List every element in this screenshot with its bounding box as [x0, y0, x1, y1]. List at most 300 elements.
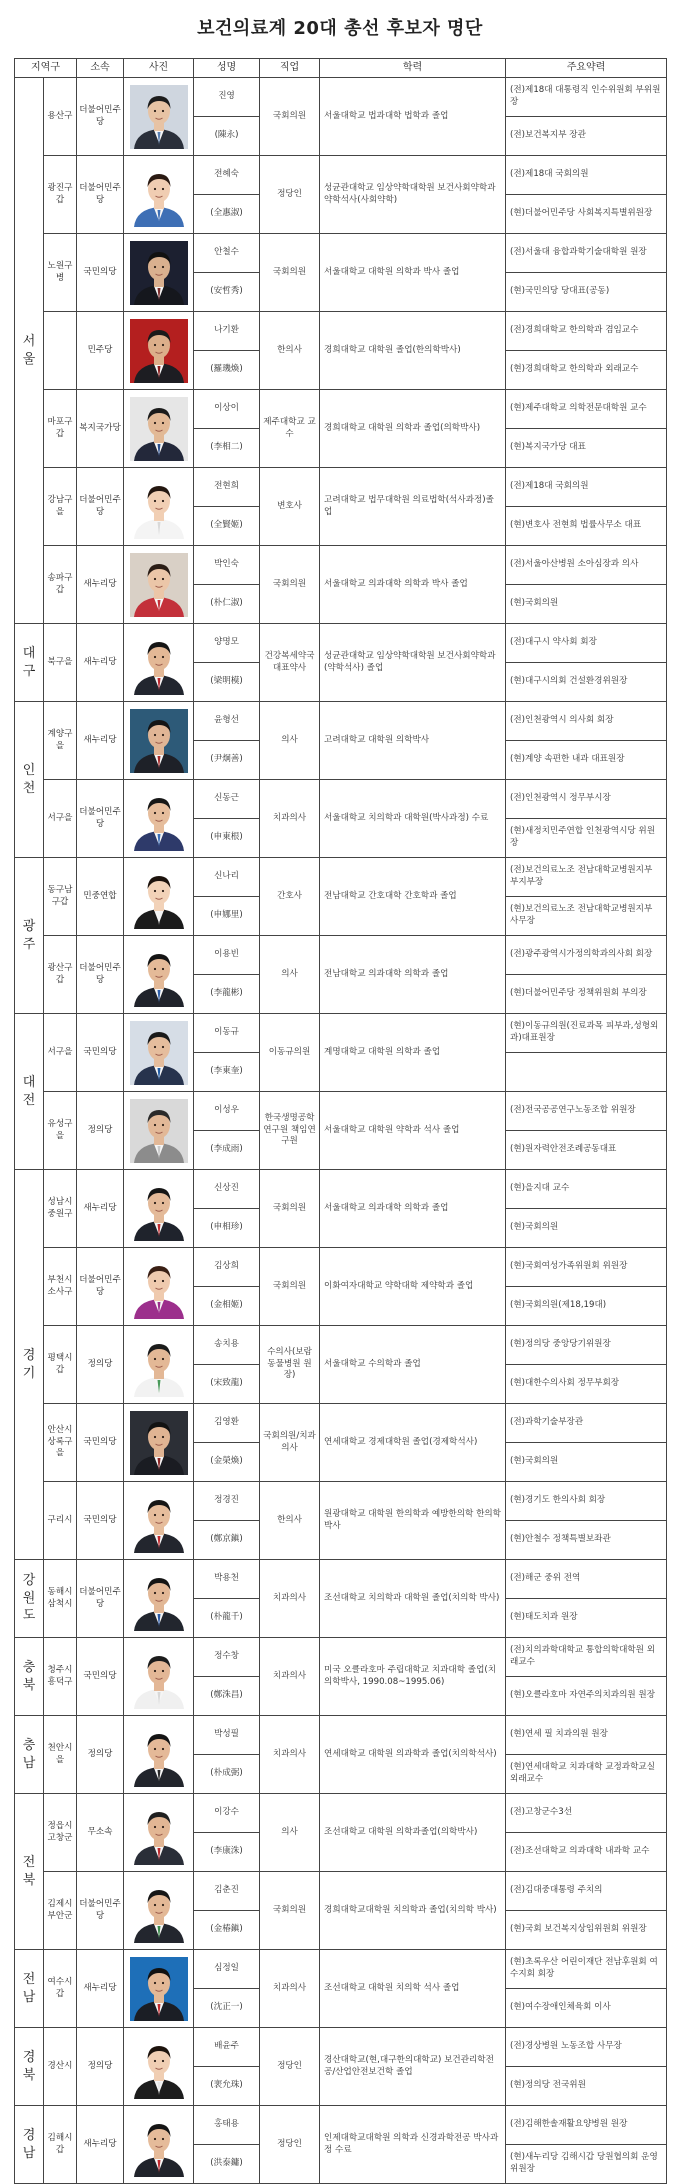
region-cell	[15, 1560, 44, 1638]
region-cell	[15, 1170, 44, 1560]
career-item: (현)더불어민주당 사회복지특별위원장	[506, 195, 667, 234]
candidate-name: 정경진	[194, 1482, 260, 1521]
career-item: (전)서울아산병원 소아심장과 의사	[506, 546, 667, 585]
party-cell: 더불어민주당	[77, 78, 124, 156]
education-cell: 경산대학교(현,대구한의대학교) 보건관리학전공/산업안전보건학 졸업	[320, 2028, 506, 2106]
career-item: (현)정의당 전국위원	[506, 2067, 667, 2106]
portrait-image	[130, 553, 188, 617]
portrait-image	[130, 865, 188, 929]
candidate-name: 이상이	[194, 390, 260, 429]
photo-cell	[124, 1482, 194, 1560]
candidate-photo	[130, 1723, 188, 1787]
candidate-photo	[130, 943, 188, 1007]
candidate-hanja: (尹炯善)	[194, 741, 260, 780]
party-cell: 정의당	[77, 2028, 124, 2106]
job-cell: 국회의원	[260, 546, 320, 624]
job-cell: 수의사(보람동물병원 원장)	[260, 1326, 320, 1404]
candidate-photo	[130, 1099, 188, 1163]
photo-cell	[124, 1638, 194, 1716]
portrait-image	[130, 943, 188, 1007]
candidate-hanja: (申相珍)	[194, 1209, 260, 1248]
candidate-hanja: (鄭京鎭)	[194, 1521, 260, 1560]
candidate-name: 신나리	[194, 858, 260, 897]
party-cell: 국민의당	[77, 1014, 124, 1092]
header-job: 직업	[260, 59, 320, 78]
job-cell: 정당인	[260, 156, 320, 234]
candidate-hanja: (安哲秀)	[194, 273, 260, 312]
candidate-photo	[130, 1021, 188, 1085]
region-label: 대전	[22, 1074, 36, 1108]
career-item: (전)대구시 약사회 회장	[506, 624, 667, 663]
career-item: (전)치의과학대학교 통합의학대학원 외래교수	[506, 1638, 667, 1677]
portrait-image	[130, 1411, 188, 1475]
candidate-photo	[130, 397, 188, 461]
job-cell: 한의사	[260, 312, 320, 390]
party-cell: 민주당	[77, 312, 124, 390]
candidate-name: 양명모	[194, 624, 260, 663]
career-item: (전)김대중대통령 주치의	[506, 1872, 667, 1911]
candidate-row	[15, 1716, 667, 1755]
district-cell: 여수시갑	[44, 1950, 77, 2028]
career-item: (전)고창군수3선	[506, 1794, 667, 1833]
education-cell: 서울대학교 의과대학 의학과 졸업	[320, 1170, 506, 1248]
education-cell: 전남대학교 의과대학 의학과 졸업	[320, 936, 506, 1014]
district-cell: 북구을	[44, 624, 77, 702]
region-label: 강원도	[22, 1573, 36, 1624]
region-cell	[15, 1794, 44, 1950]
district-cell: 구리시	[44, 1482, 77, 1560]
job-cell: 국회의원	[260, 1248, 320, 1326]
education-cell: 조선대학교 치의학과 대학원 졸업(치의학 박사)	[320, 1560, 506, 1638]
candidate-name: 이용빈	[194, 936, 260, 975]
candidate-name: 김춘진	[194, 1872, 260, 1911]
career-item: (현)대구시의회 건설환경위원장	[506, 663, 667, 702]
candidate-name: 전혜숙	[194, 156, 260, 195]
career-item	[506, 1053, 667, 1092]
job-cell: 변호사	[260, 468, 320, 546]
career-item: (현)경기도 한의사회 회장	[506, 1482, 667, 1521]
portrait-image	[130, 1957, 188, 2021]
candidate-name: 윤형선	[194, 702, 260, 741]
candidate-photo	[130, 1801, 188, 1865]
job-cell: 간호사	[260, 858, 320, 936]
candidate-hanja: (陳永)	[194, 117, 260, 156]
candidate-name: 신동근	[194, 780, 260, 819]
photo-cell	[124, 1404, 194, 1482]
region-label: 대구	[22, 645, 36, 679]
photo-cell	[124, 1092, 194, 1170]
region-label: 경북	[22, 2049, 36, 2083]
education-cell: 고려대학교 법무대학원 의료법학(석사과정)졸업	[320, 468, 506, 546]
candidate-table	[14, 58, 667, 2184]
candidate-hanja: (鄭洙昌)	[194, 1677, 260, 1716]
education-cell: 서울대학교 법과대학 법학과 졸업	[320, 78, 506, 156]
candidate-row	[15, 2106, 667, 2145]
header-name: 성명	[194, 59, 260, 78]
education-cell: 경희대학교대학원 치의학과 졸업(치의학 박사)	[320, 1872, 506, 1950]
candidate-photo	[130, 709, 188, 773]
career-item: (현)변호사 전현희 법률사무소 대표	[506, 507, 667, 546]
photo-cell	[124, 780, 194, 858]
district-cell: 유성구을	[44, 1092, 77, 1170]
candidate-photo	[130, 475, 188, 539]
job-cell: 의사	[260, 936, 320, 1014]
job-cell: 의사	[260, 1794, 320, 1872]
candidate-photo	[130, 1645, 188, 1709]
party-cell: 정의당	[77, 1716, 124, 1794]
district-cell: 광산구갑	[44, 936, 77, 1014]
career-item: (현)대한수의사회 정무부회장	[506, 1365, 667, 1404]
party-cell: 더불어민주당	[77, 780, 124, 858]
career-item: (현)국민의당 당대표(공동)	[506, 273, 667, 312]
candidate-row	[15, 234, 667, 273]
career-item: (전)해군 중위 전역	[506, 1560, 667, 1599]
candidate-photo	[130, 1255, 188, 1319]
portrait-image	[130, 85, 188, 149]
job-cell: 국회의원	[260, 234, 320, 312]
candidate-photo	[130, 1957, 188, 2021]
photo-cell	[124, 1248, 194, 1326]
career-item: (현)제주대학교 의학전문대학원 교수	[506, 390, 667, 429]
career-item: (전)전국공공연구노동조합 위원장	[506, 1092, 667, 1131]
education-cell: 조선대학교 대학원 치의학 석사 졸업	[320, 1950, 506, 2028]
job-cell: 국회의원	[260, 78, 320, 156]
region-label: 충남	[22, 1737, 36, 1771]
header-photo: 사진	[124, 59, 194, 78]
portrait-image	[130, 475, 188, 539]
candidate-name: 박인숙	[194, 546, 260, 585]
career-item: (현)경희대학교 한의학과 외래교수	[506, 351, 667, 390]
job-cell: 국회의원	[260, 1872, 320, 1950]
candidate-name: 신상진	[194, 1170, 260, 1209]
career-item: (현)보건의료노조 전남대학교병원지부 사무장	[506, 897, 667, 936]
education-cell: 조선대학교 대학원 의학과졸업(의학박사)	[320, 1794, 506, 1872]
candidate-photo	[130, 631, 188, 695]
candidate-photo	[130, 865, 188, 929]
candidate-photo	[130, 163, 188, 227]
candidate-name: 이동규	[194, 1014, 260, 1053]
candidate-name: 홍태용	[194, 2106, 260, 2145]
education-cell: 원광대학교 대학원 한의학과 예방한의학 한의학박사	[320, 1482, 506, 1560]
candidate-hanja: (金榮煥)	[194, 1443, 260, 1482]
party-cell: 복지국가당	[77, 390, 124, 468]
education-cell: 서울대학교 대학원 의학과 박사 졸업	[320, 234, 506, 312]
district-cell: 동해시삼척시	[44, 1560, 77, 1638]
education-cell: 계명대학교 대학원 의학과 졸업	[320, 1014, 506, 1092]
region-cell	[15, 2028, 44, 2106]
candidate-hanja: (全賢姬)	[194, 507, 260, 546]
portrait-image	[130, 1879, 188, 1943]
candidate-row	[15, 1638, 667, 1677]
candidate-row	[15, 2028, 667, 2067]
party-cell: 국민의당	[77, 1482, 124, 1560]
party-cell: 무소속	[77, 1794, 124, 1872]
candidate-name: 박용천	[194, 1560, 260, 1599]
candidate-photo	[130, 1879, 188, 1943]
region-cell	[15, 78, 44, 624]
region-cell	[15, 702, 44, 858]
candidate-hanja: (裵允珠)	[194, 2067, 260, 2106]
job-cell: 국회의원/치과의사	[260, 1404, 320, 1482]
region-label: 전북	[22, 1854, 36, 1888]
career-item: (현)안철수 정책특별보좌관	[506, 1521, 667, 1560]
region-label: 경기	[22, 1347, 36, 1381]
career-item: (현)새정치민주연합 인천광역시당 위원장	[506, 819, 667, 858]
photo-cell	[124, 1950, 194, 2028]
party-cell: 국민의당	[77, 1638, 124, 1716]
candidate-row	[15, 1482, 667, 1521]
party-cell: 새누리당	[77, 1170, 124, 1248]
career-item: (현)오클라호마 자연주의치과의원 원장	[506, 1677, 667, 1716]
district-cell: 동구남구갑	[44, 858, 77, 936]
candidate-photo	[130, 1567, 188, 1631]
region-label: 경남	[22, 2127, 36, 2161]
district-cell: 안산시상록구을	[44, 1404, 77, 1482]
district-cell: 용산구	[44, 78, 77, 156]
career-item: (전)보건복지부 장관	[506, 117, 667, 156]
education-cell: 서울대학교 수의학과 졸업	[320, 1326, 506, 1404]
district-cell: 송파구갑	[44, 546, 77, 624]
party-cell: 정의당	[77, 1092, 124, 1170]
district-cell: 김제시부안군	[44, 1872, 77, 1950]
education-cell: 연세대학교 경제대학원 졸업(경제학석사)	[320, 1404, 506, 1482]
candidate-hanja: (李成雨)	[194, 1131, 260, 1170]
candidate-hanja: (金相姬)	[194, 1287, 260, 1326]
career-item: (현)복지국가당 대표	[506, 429, 667, 468]
career-item: (전)인천광역시 정무부시장	[506, 780, 667, 819]
photo-cell	[124, 156, 194, 234]
photo-cell	[124, 1170, 194, 1248]
photo-cell	[124, 1872, 194, 1950]
education-cell: 이화여자대학교 약학대학 제약학과 졸업	[320, 1248, 506, 1326]
region-cell	[15, 2106, 44, 2184]
candidate-hanja: (李龍彬)	[194, 975, 260, 1014]
party-cell: 새누리당	[77, 1950, 124, 2028]
candidate-row	[15, 780, 667, 819]
candidate-photo	[130, 2113, 188, 2177]
photo-cell	[124, 1794, 194, 1872]
candidate-row	[15, 156, 667, 195]
candidate-hanja: (李東奎)	[194, 1053, 260, 1092]
photo-cell	[124, 234, 194, 312]
career-item: (현)더불어민주당 정책위원회 부의장	[506, 975, 667, 1014]
career-item: (전)김해한솔재활요양병원 원장	[506, 2106, 667, 2145]
photo-cell	[124, 702, 194, 780]
job-cell: 의사	[260, 702, 320, 780]
candidate-row	[15, 312, 667, 351]
portrait-image	[130, 1099, 188, 1163]
job-cell: 정당인	[260, 2106, 320, 2184]
candidate-row	[15, 1794, 667, 1833]
candidate-row	[15, 1092, 667, 1131]
job-cell: 치과의사	[260, 1716, 320, 1794]
career-item: (현)원자력안전조례공동대표	[506, 1131, 667, 1170]
candidate-row	[15, 1404, 667, 1443]
career-item: (현)계양 속편한 내과 대표원장	[506, 741, 667, 780]
job-cell: 국회의원	[260, 1170, 320, 1248]
career-item: (현)국회여성가족위원회 위원장	[506, 1248, 667, 1287]
district-cell: 정읍시고창군	[44, 1794, 77, 1872]
education-cell: 경희대학교 대학원 졸업(한의학박사)	[320, 312, 506, 390]
career-item: (전)경희대학교 한의학과 겸임교수	[506, 312, 667, 351]
party-cell: 새누리당	[77, 546, 124, 624]
candidate-row	[15, 1014, 667, 1053]
candidate-name: 전현희	[194, 468, 260, 507]
district-cell: 서구을	[44, 780, 77, 858]
candidate-photo	[130, 1333, 188, 1397]
career-item: (전)보건의료노조 전남대학교병원지부 부지부장	[506, 858, 667, 897]
district-cell: 마포구갑	[44, 390, 77, 468]
header-party: 소속	[77, 59, 124, 78]
page-title: 보건의료계 20대 총선 후보자 명단	[197, 18, 483, 39]
education-cell: 성균관대학교 임상약학대학원 보건사회약학과(약학석사) 졸업	[320, 624, 506, 702]
party-cell: 국민의당	[77, 234, 124, 312]
candidate-hanja: (全惠淑)	[194, 195, 260, 234]
region-label: 충북	[22, 1659, 36, 1693]
party-cell: 더불어민주당	[77, 1248, 124, 1326]
candidate-photo	[130, 787, 188, 851]
district-cell: 강남구을	[44, 468, 77, 546]
candidate-photo	[130, 319, 188, 383]
portrait-image	[130, 163, 188, 227]
candidate-row	[15, 1560, 667, 1599]
portrait-image	[130, 1723, 188, 1787]
candidate-hanja: (羅璣煥)	[194, 351, 260, 390]
candidate-photo	[130, 1177, 188, 1241]
party-cell: 민중연합	[77, 858, 124, 936]
candidate-row	[15, 1872, 667, 1911]
district-cell: 경산시	[44, 2028, 77, 2106]
photo-cell	[124, 1014, 194, 1092]
career-item: (현)을지대 교수	[506, 1170, 667, 1209]
region-label: 인천	[22, 762, 36, 796]
candidate-row	[15, 1326, 667, 1365]
career-item: (현)여수장애인체육회 이사	[506, 1989, 667, 2028]
portrait-image	[130, 1645, 188, 1709]
party-cell: 새누리당	[77, 702, 124, 780]
party-cell: 새누리당	[77, 624, 124, 702]
candidate-photo	[130, 241, 188, 305]
job-cell: 한국생명공학연구원 책임연구원	[260, 1092, 320, 1170]
district-cell: 노원구병	[44, 234, 77, 312]
candidate-hanja: (申娜里)	[194, 897, 260, 936]
header-district: 지역구	[15, 59, 77, 78]
career-item: (전)광주광역시가정의학과의사회 회장	[506, 936, 667, 975]
career-item: (전)서울대 융합과학기술대학원 원장	[506, 234, 667, 273]
candidate-row	[15, 468, 667, 507]
job-cell: 건강복세약국 대표약사	[260, 624, 320, 702]
candidate-photo	[130, 85, 188, 149]
job-cell: 이동규의원	[260, 1014, 320, 1092]
photo-cell	[124, 1326, 194, 1404]
candidate-hanja: (李相二)	[194, 429, 260, 468]
candidate-name: 진영	[194, 78, 260, 117]
portrait-image	[130, 241, 188, 305]
photo-cell	[124, 624, 194, 702]
party-cell: 더불어민주당	[77, 1560, 124, 1638]
candidate-row	[15, 702, 667, 741]
portrait-image	[130, 1567, 188, 1631]
job-cell: 치과의사	[260, 780, 320, 858]
candidate-name: 송치용	[194, 1326, 260, 1365]
job-cell: 치과의사	[260, 1560, 320, 1638]
candidate-name: 이성우	[194, 1092, 260, 1131]
candidate-hanja: (梁明模)	[194, 663, 260, 702]
career-item: (현)초록우산 어린이재단 전남후원회 여수지회 회장	[506, 1950, 667, 1989]
district-cell: 계양구을	[44, 702, 77, 780]
education-cell: 고려대학교 대학원 의학박사	[320, 702, 506, 780]
portrait-image	[130, 1489, 188, 1553]
region-label: 전남	[22, 1971, 36, 2005]
district-cell: 광진구갑	[44, 156, 77, 234]
candidate-hanja: (金椿鎭)	[194, 1911, 260, 1950]
photo-cell	[124, 78, 194, 156]
candidate-hanja: (朴仁淑)	[194, 585, 260, 624]
education-cell: 서울대학교 치의학과 대학원(박사과정) 수료	[320, 780, 506, 858]
candidate-hanja: (洪泰鏞)	[194, 2145, 260, 2184]
portrait-image	[130, 1177, 188, 1241]
portrait-image	[130, 319, 188, 383]
portrait-image	[130, 631, 188, 695]
job-cell: 정당인	[260, 2028, 320, 2106]
career-item: (전)인천광역시 의사회 회장	[506, 702, 667, 741]
photo-cell	[124, 858, 194, 936]
candidate-name: 김상희	[194, 1248, 260, 1287]
education-cell: 경희대학교 대학원 의학과 졸업(의학박사)	[320, 390, 506, 468]
education-cell: 서울대학교 대학원 약학과 석사 졸업	[320, 1092, 506, 1170]
career-item: (전)제18대 국회의원	[506, 468, 667, 507]
photo-cell	[124, 1716, 194, 1794]
education-cell: 성균관대학교 임상약학대학원 보건사회약학과 약학석사(사회약학)	[320, 156, 506, 234]
portrait-image	[130, 397, 188, 461]
candidate-hanja: (申東根)	[194, 819, 260, 858]
header-career: 주요약력	[506, 59, 667, 78]
career-item: (현)연세대학교 치과대학 교정과학교실 외래교수	[506, 1755, 667, 1794]
party-cell: 정의당	[77, 1326, 124, 1404]
photo-cell	[124, 2028, 194, 2106]
portrait-image	[130, 1801, 188, 1865]
portrait-image	[130, 1333, 188, 1397]
candidate-photo	[130, 1411, 188, 1475]
career-item: (현)이동규의원(진료과목 피부과,성형외과)대표원장	[506, 1014, 667, 1053]
region-label: 서울	[22, 333, 36, 367]
portrait-image	[130, 787, 188, 851]
district-cell: 서구을	[44, 1014, 77, 1092]
candidate-hanja: (李康洙)	[194, 1833, 260, 1872]
candidate-row	[15, 624, 667, 663]
district-cell: 평택시갑	[44, 1326, 77, 1404]
party-cell: 더불어민주당	[77, 468, 124, 546]
district-cell: 부천시소사구	[44, 1248, 77, 1326]
education-cell: 인제대학교대학원 의학과 신경과학전공 박사과정 수료	[320, 2106, 506, 2184]
photo-cell	[124, 312, 194, 390]
portrait-image	[130, 1021, 188, 1085]
candidate-name: 정수창	[194, 1638, 260, 1677]
career-item: (현)연세 필 치과의원 원장	[506, 1716, 667, 1755]
education-cell: 미국 오클라호마 주립대학교 치과대학 졸업(치의학박사, 1990.08~1995.06)	[320, 1638, 506, 1716]
career-item: (전)경상병원 노동조합 사무장	[506, 2028, 667, 2067]
candidate-hanja: (宋致龍)	[194, 1365, 260, 1404]
candidate-row	[15, 546, 667, 585]
candidate-hanja: (沈正一)	[194, 1989, 260, 2028]
education-cell: 연세대학교 대학원 의과학과 졸업(치의학석사)	[320, 1716, 506, 1794]
candidate-photo	[130, 2035, 188, 2099]
education-cell: 전남대학교 간호대학 간호학과 졸업	[320, 858, 506, 936]
region-label: 광주	[22, 918, 36, 952]
candidate-row	[15, 936, 667, 975]
candidate-row	[15, 1170, 667, 1209]
photo-cell	[124, 390, 194, 468]
